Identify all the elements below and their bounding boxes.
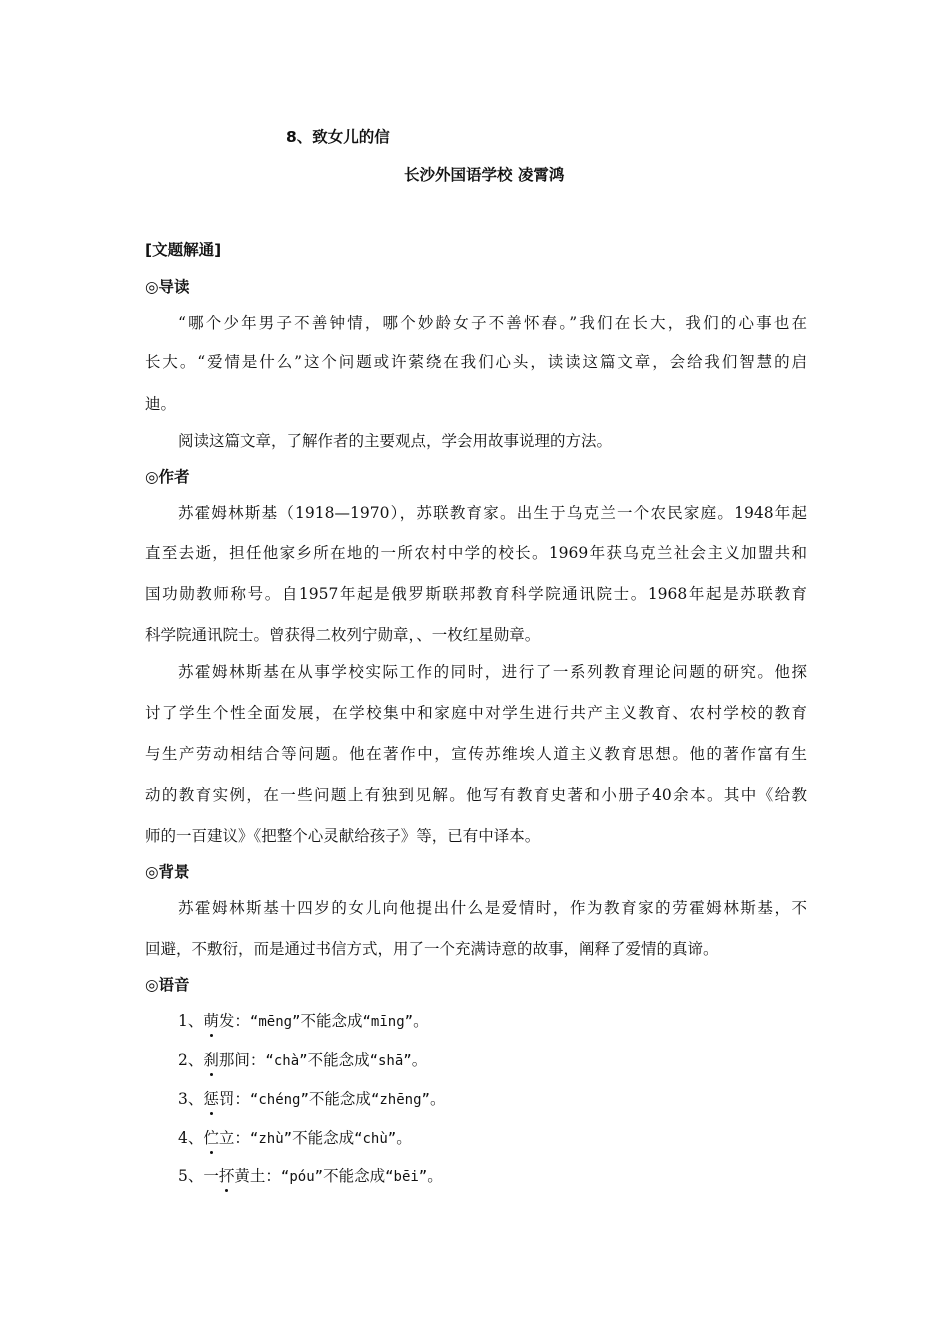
background-p1-line-2: 回避，不敷衍，而是通过书信方式，用了一个充满诗意的故事，阐释了爱情的真谛。 — [145, 940, 719, 958]
reading-p1-line-3: 迪。 — [145, 395, 177, 413]
correct-pinyin: “póu” — [280, 1169, 324, 1185]
background-p1-line-1: 苏霍姆林斯基十四岁的女儿向他提出什么是爱情时，作为教育家的劳霍姆林斯基，不 — [178, 899, 807, 917]
pronunciation-item: 1、萌发：“mēng”不能念成“mīng”。 — [178, 1012, 429, 1030]
pronunciation-item: 4、伫立：“zhù”不能念成“chù”。 — [178, 1129, 412, 1147]
author-p2-line-1: 苏霍姆林斯基在从事学校实际工作的同时，进行了一系列教育理论问题的研究。他探 — [178, 663, 807, 681]
emphasis-dot-char: 惩 — [203, 1090, 219, 1108]
author-p1-line-1: 苏霍姆林斯基（1918—1970），苏联教育家。出生于乌克兰一个农民家庭。1948年起 — [178, 504, 807, 522]
author-p2-line-3: 与生产劳动相结合等问题。他在著作中，宣传苏维埃人道主义教育思想。他的著作富有生 — [145, 745, 807, 763]
correct-pinyin: “chà” — [265, 1053, 308, 1069]
author-p2-line-2: 讨了学生个性全面发展，在学校集中和家庭中对学生进行共产主义教育、农村学校的教育 — [145, 704, 807, 722]
emphasis-dot-char: 萌 — [203, 1012, 219, 1030]
author-p1-line-2: 直至去逝，担任他家乡所在地的一所农村中学的校长。1969年获乌克兰社会主义加盟共和 — [145, 544, 807, 562]
pronunciation-item: 3、惩罚：“chéng”不能念成“zhēng”。 — [178, 1090, 446, 1108]
author-p2-line-4: 动的教育实例，在一些问题上有独到见解。他写有教育史著和小册子40余本。其中《给教 — [145, 786, 807, 804]
emphasis-dot-char: 抔 — [218, 1167, 235, 1185]
author-p1-line-3: 国功勋教师称号。自1957年起是俄罗斯联邦教育科学院通讯院士。1968年起是苏联教育 — [145, 585, 807, 603]
pronunciation-item: 2、刹那间：“chà”不能念成“shā”。 — [178, 1051, 428, 1069]
author-byline: 长沙外国语学校 凌霄鸿 — [404, 166, 565, 184]
correct-pinyin: “zhù” — [249, 1131, 293, 1147]
section-header: [文题解通] — [145, 241, 222, 259]
author-p2-line-5: 师的一百建议》《把整个心灵献给孩子》等，已有中译本。 — [145, 827, 541, 845]
reading-p1-line-1: “哪个少年男子不善钟情，哪个妙龄女子不善怀春。”我们在长大，我们的心事也在 — [178, 314, 807, 332]
reading-p1-line-2: 长大。“爱情是什么”这个问题或许萦绕在我们心头，读读这篇文章，会给我们智慧的启 — [145, 353, 807, 371]
background-heading: ◎背景 — [145, 863, 190, 881]
wrong-pinyin: “shā” — [369, 1053, 412, 1069]
wrong-pinyin: “chù” — [354, 1131, 397, 1147]
page-title: 8、致女儿的信 — [286, 128, 390, 146]
emphasis-dot-char: 伫 — [203, 1129, 219, 1147]
pronunciation-item: 5、一抔黄土：“póu”不能念成“bēi”。 — [178, 1167, 443, 1185]
author-p1-line-4: 科学院通讯院士。曾获得二枚列宁勋章，、一枚红星勋章。 — [145, 626, 541, 644]
author-heading: ◎作者 — [145, 468, 190, 486]
emphasis-dot-char: 刹 — [203, 1051, 219, 1069]
reading-heading: ◎导读 — [145, 278, 190, 296]
correct-pinyin: “chéng” — [249, 1092, 309, 1108]
wrong-pinyin: “zhēng” — [370, 1092, 430, 1108]
wrong-pinyin: “bēi” — [385, 1169, 428, 1185]
wrong-pinyin: “mīng” — [362, 1014, 414, 1030]
correct-pinyin: “mēng” — [249, 1014, 301, 1030]
pronunciation-heading: ◎语音 — [145, 976, 190, 994]
reading-p2-line: 阅读这篇文章，了解作者的主要观点，学会用故事说理的方法。 — [178, 432, 613, 450]
